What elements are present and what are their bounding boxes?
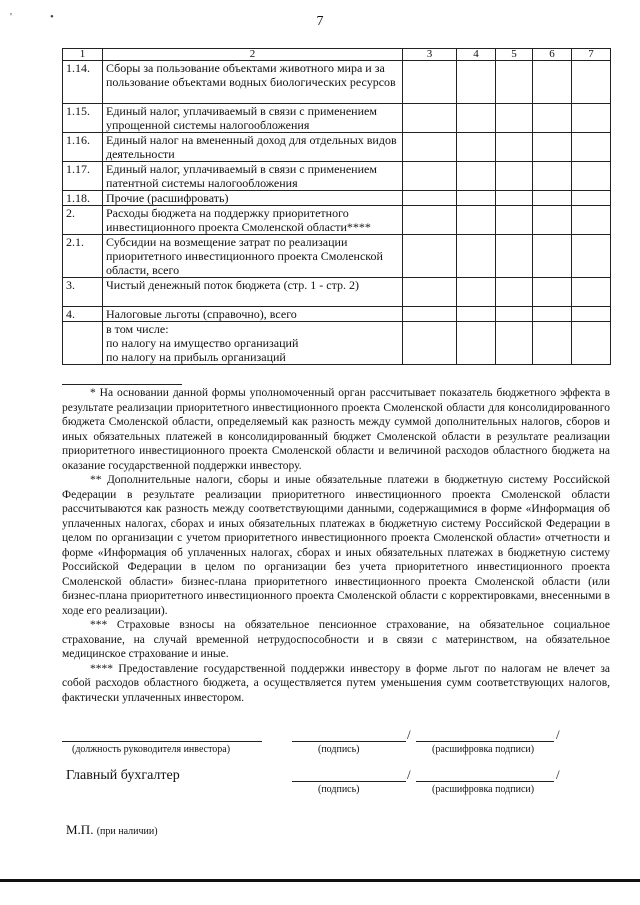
row-name: Единый налог, уплачиваемый в связи с применением упрощенной системы налогообложения [103, 104, 403, 133]
position-caption: (должность руководителя инвестора) [72, 744, 231, 755]
row-number: 1.15. [63, 104, 103, 133]
sub-row-label: по налогу на имущество организаций [106, 336, 299, 350]
table-row [63, 235, 611, 278]
table-row [63, 206, 611, 235]
row-number: 1.16. [63, 133, 103, 162]
decoding-caption: (расшифровка подписи) [432, 784, 535, 795]
scan-bottom-edge [0, 879, 640, 882]
signature-line [292, 741, 406, 742]
signature-caption: (подпись) [318, 744, 360, 755]
column-header: 7 [572, 49, 611, 61]
footnote: **** Предоставление государственной поддержки инвестору в форме льгот по налогам не влечет за собой расходов областного бюджета, а осуществляется путем уменьшения сумм соответствующих налогов, фактически уплаченных инвестором. [62, 662, 610, 704]
separator-slash: / [407, 727, 411, 742]
separator-slash: / [407, 767, 411, 782]
decoding-line [416, 781, 554, 782]
page-number: 7 [316, 14, 324, 29]
budget-effect-table [62, 48, 611, 365]
column-header: 3 [403, 49, 457, 61]
table-row [63, 104, 611, 133]
footnotes [62, 386, 610, 705]
column-header: 4 [457, 49, 496, 61]
row-number: 2. [63, 206, 103, 235]
row-name: Сборы за пользование объектами животного мира и за пользование объектами водных биологических ресурсов [103, 61, 403, 104]
stamp-place [66, 822, 158, 838]
row-number: 3. [63, 278, 103, 307]
footnote-divider [62, 384, 182, 385]
stamp-note: (при наличии) [96, 826, 158, 837]
footnote: * На основании данной формы уполномоченный орган рассчитывает показатель бюджетного эффекта в результате реализации приоритетного инвестиционного проекта Смоленской области для консолидированного бюджета Смоленской области, определяемый как разность между суммой дополнительных налогов, сборов и иных обязательных платежей в консолидированный бюджет Смоленской области в результате реализации приоритетного инвестиционного проекта Смоленской области и величиной расходов областного бюджета на оказание государственной поддержки инвестору. [62, 387, 610, 472]
table-row [63, 322, 611, 365]
row-name: Единый налог, уплачиваемый в связи с применением патентной системы налогообложения [103, 162, 403, 191]
footnote: *** Страховые взносы на обязательное пенсионное страхование, на обязательное социальное страхование, на случай временной нетрудоспособности и в связи с материнством, на обязательное медицинское страхование и иные. [62, 619, 610, 660]
table-row [63, 278, 611, 307]
row-name: Субсидии на возмещение затрат по реализации приоритетного инвестиционного проекта Смоленской области, всего [103, 235, 403, 278]
row-name: Единый налог на вмененный доход для отдельных видов деятельности [103, 133, 403, 162]
separator-slash: / [556, 727, 560, 742]
column-header: 5 [496, 49, 533, 61]
row-name: Чистый денежный поток бюджета (стр. 1 - стр. 2) [103, 278, 403, 307]
row-number: 1.18. [63, 191, 103, 206]
row-name: Расходы бюджета на поддержку приоритетного инвестиционного проекта Смоленской области**** [103, 206, 403, 235]
chief-accountant-label: Главный бухгалтер [66, 768, 180, 783]
signature-line [292, 781, 406, 782]
row-number: 1.17. [63, 162, 103, 191]
footnote: ** Дополнительные налоги, сборы и иные обязательные платежи в бюджетную систему Российской Федерации в результате реализации приоритетного инвестиционного проекта Смоленской области рассчитываются как разность между соответствующими данными, содержащимися в форме «Информация об уплаченных налогах, сборах и иных обязательных платежах в бюджетную систему Российской Федерации в целом по организации с учетом приоритетного инвестиционного проекта Смоленской области» отчетности и форме «Информация об уплаченных налогах, сборах и иных обязательных платежах в бюджетную систему Российской Федерации в целом по организации без учета приоритетного инвестиционного проекта Смоленской области» бизнес-плана приоритетного инвестиционного проекта Смоленской области (или бизнес-плана приоритетного инвестиционного проекта Смоленской области с корректировками, внесенными в ходе его реализации). [62, 474, 610, 617]
decoding-line [416, 741, 554, 742]
row-number: 2.1. [63, 235, 103, 278]
sub-row-label: по налогу на прибыль организаций [106, 350, 286, 364]
separator-slash: / [556, 767, 560, 782]
column-header: 1 [63, 49, 103, 61]
row-number: 1.14. [63, 61, 103, 104]
column-header: 2 [103, 49, 403, 61]
table-row [63, 307, 611, 322]
signature-caption: (подпись) [318, 784, 360, 795]
table-row [63, 191, 611, 206]
column-header: 6 [533, 49, 572, 61]
scan-speck: ' [10, 11, 12, 23]
row-name: Налоговые льготы (справочно), всего [103, 307, 403, 322]
table-row [63, 133, 611, 162]
scan-speck: • [50, 11, 54, 23]
row-number: 4. [63, 307, 103, 322]
sub-row-label: в том числе: [106, 322, 169, 336]
decoding-caption: (расшифровка подписи) [432, 744, 535, 755]
table-header-row [63, 49, 611, 61]
row-name: Прочие (расшифровать) [103, 191, 403, 206]
stamp-label: М.П. [66, 822, 94, 837]
table-row [63, 162, 611, 191]
position-line [62, 741, 262, 742]
table-row [63, 61, 611, 104]
